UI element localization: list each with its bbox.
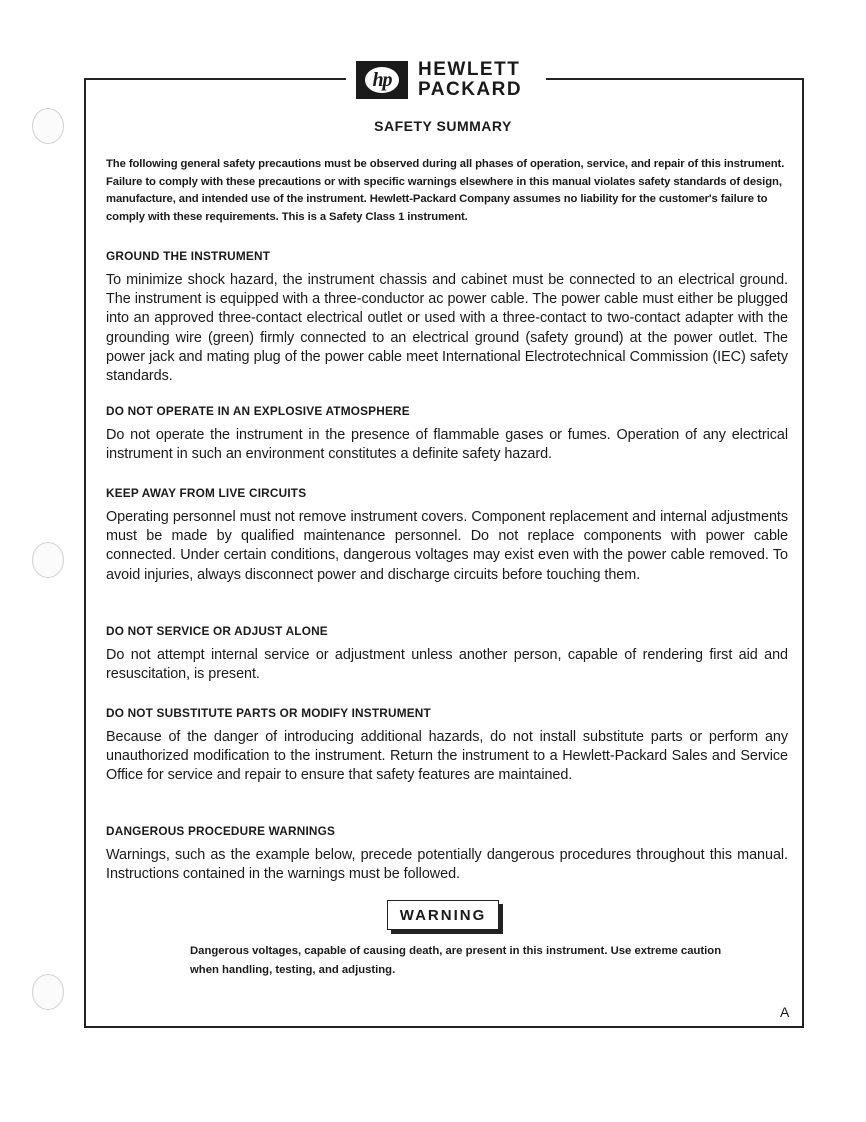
warning-text: Dangerous voltages, capable of causing death, are present in this instrument. Use extreme caution when handling, testing, and adjusting. xyxy=(190,945,722,976)
section-body: Do not attempt internal service or adjustment unless another person, capable of rendering first aid and resuscitation, is present. xyxy=(106,647,788,683)
intro-paragraph: The following general safety precautions must be observed during all phases of operation, service, and repair of this instrument. Failure to comply with these precautions or with specific warnings elsewhere in this manual violates safety standards of design, manufacture, and intended use of the instrument. Hewlett-Packard Company assumes no liability for the customer's failure to comply with these requirements. This is a Safety Class 1 instrument. xyxy=(106,158,785,223)
hp-logo-letters: hp xyxy=(372,68,392,91)
section-body: To minimize shock hazard, the instrument chassis and cabinet must be connected to an electrical ground. The instrument is equipped with a three-conductor ac power cable. The power cable must either be plugged into an approved three-contact electrical outlet or used with a three-contact to two-contact adapter with the grounding wire (green) firmly connected to an electrical ground (safety ground) at the power outlet. The power jack and mating plug of the power cable meet International Electrotechnical Commission (IEC) safety standards. xyxy=(106,272,788,385)
hp-logo xyxy=(352,58,546,102)
section-heading: DO NOT OPERATE IN AN EXPLOSIVE ATMOSPHERE xyxy=(106,404,410,418)
section-heading: GROUND THE INSTRUMENT xyxy=(106,249,271,263)
logo-line-hewlett: HEWLETT xyxy=(418,59,521,80)
punch-hole-bottom xyxy=(32,974,64,1010)
hp-logo-wordmark xyxy=(418,60,522,100)
section-live-circuits xyxy=(106,486,788,585)
section-procedure-warnings xyxy=(106,824,788,884)
section-ground xyxy=(106,249,788,386)
logo-line-packard: PACKARD xyxy=(418,79,523,100)
section-heading: DANGEROUS PROCEDURE WARNINGS xyxy=(106,824,336,838)
punch-hole-top xyxy=(32,108,64,144)
page-letter: A xyxy=(780,1004,790,1020)
section-body: Warnings, such as the example below, precede potentially dangerous procedures throughout this manual. Instructions contained in the warnings must be followed. xyxy=(106,847,788,883)
punch-hole-middle xyxy=(32,542,64,578)
section-body: Because of the danger of introducing additional hazards, do not install substitute parts or perform any unauthorized modification to the instrument. Return the instrument to a Hewlett-Packard Sales and Service Office for service and repair to ensure that safety features are maintained. xyxy=(106,729,788,784)
section-service-alone xyxy=(106,624,788,684)
section-substitute-parts xyxy=(106,706,788,786)
section-explosive xyxy=(106,404,788,464)
section-heading: DO NOT SUBSTITUTE PARTS OR MODIFY INSTRUMENT xyxy=(106,706,431,720)
section-heading: KEEP AWAY FROM LIVE CIRCUITS xyxy=(106,486,307,500)
section-body: Operating personnel must not remove instrument covers. Component replacement and internal adjustments must be made by qualified maintenance personnel. Do not replace components with power cable connected. Under certain conditions, dangerous voltages may exist even with the power cable removed. To avoid injuries, always disconnect power and discharge circuits before touching them. xyxy=(106,509,788,583)
page-title: SAFETY SUMMARY xyxy=(374,118,512,134)
section-heading: DO NOT SERVICE OR ADJUST ALONE xyxy=(106,624,328,638)
warning-label-box: WARNING xyxy=(387,900,499,930)
section-body: Do not operate the instrument in the presence of flammable gases or fumes. Operation of any electrical instrument in such an environment constitutes a definite safety hazard. xyxy=(106,427,788,463)
hp-logo-mark xyxy=(356,61,408,99)
frame-top-left xyxy=(84,78,346,80)
frame-top-right xyxy=(538,78,802,80)
